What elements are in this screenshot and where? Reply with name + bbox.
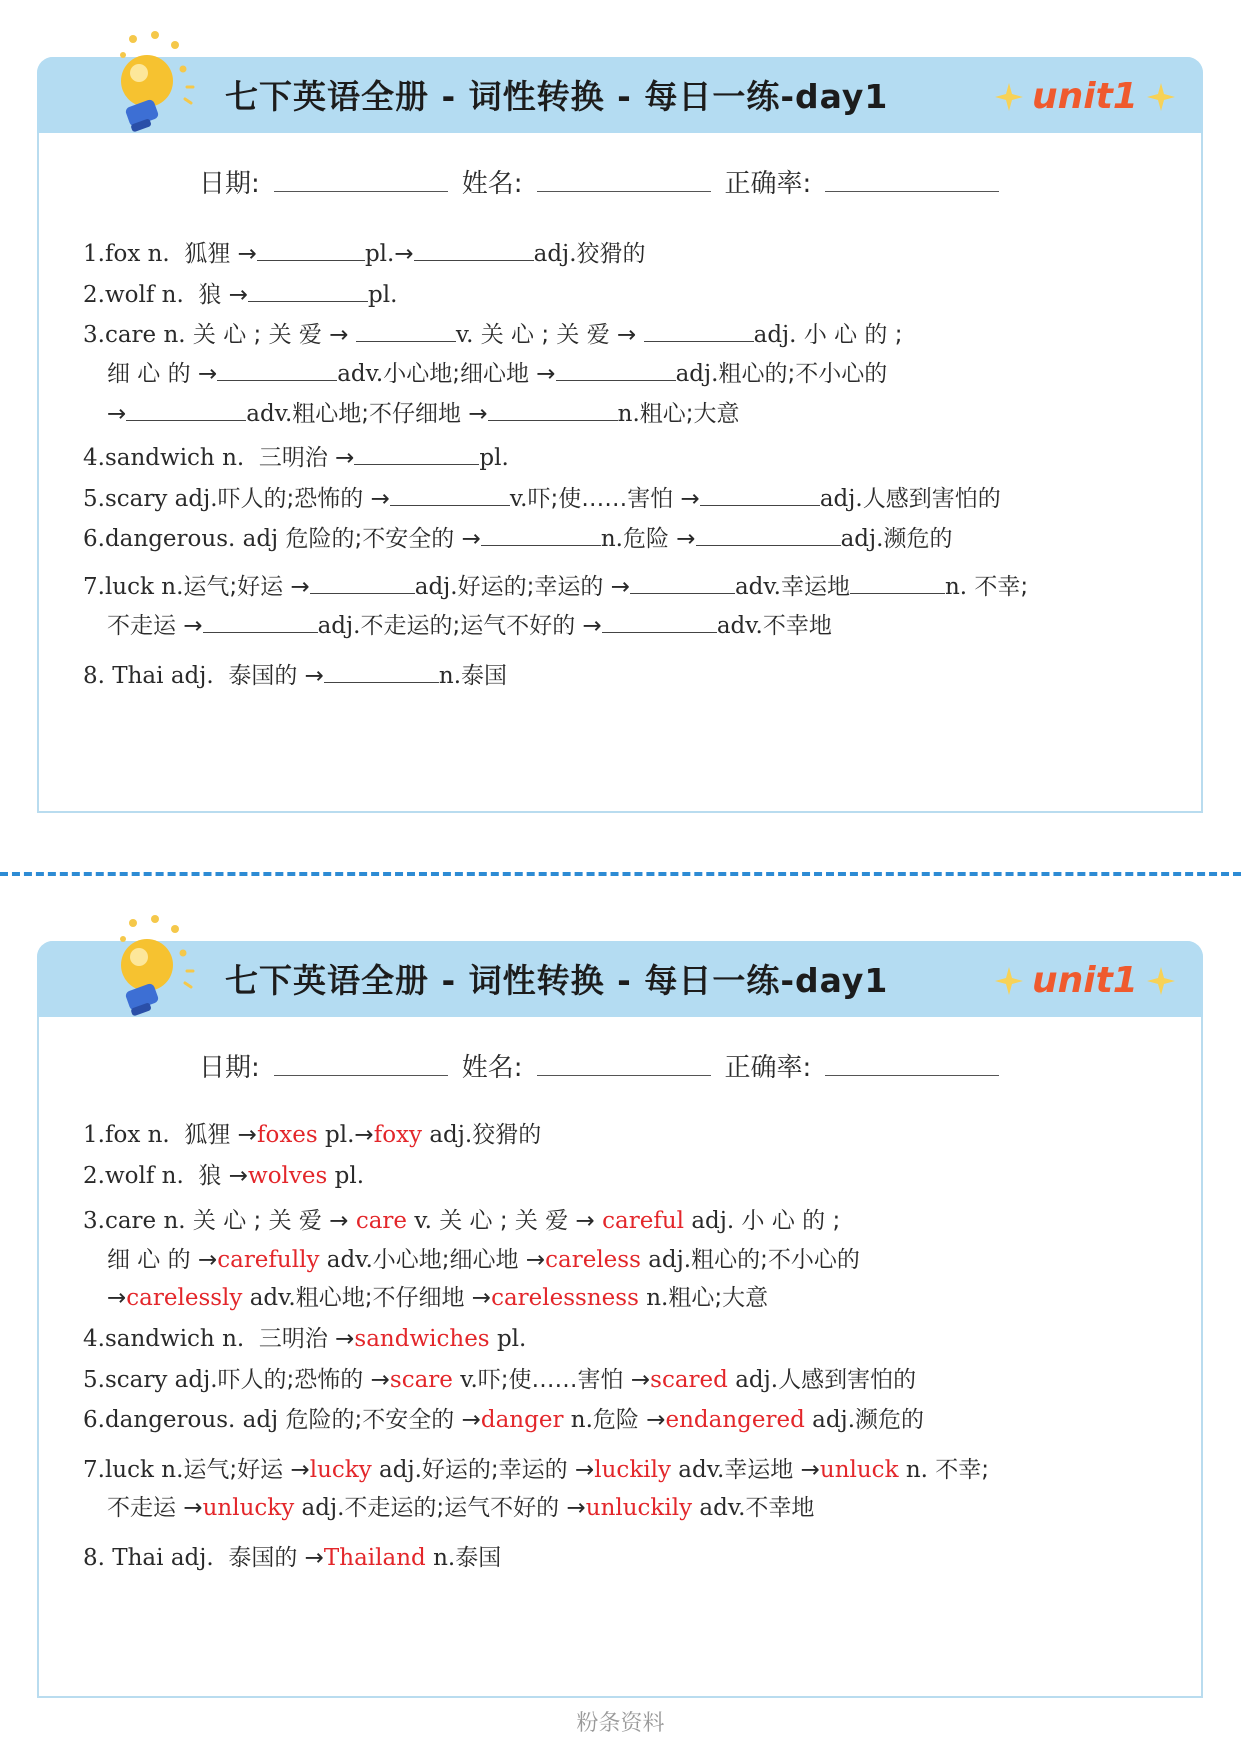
answer-text: scared [650, 1367, 728, 1393]
answer-text: scare [389, 1367, 453, 1393]
answer-blank[interactable] [126, 396, 246, 421]
sparkle-icon [1146, 966, 1176, 996]
cut-line-divider [0, 872, 1241, 876]
answer-blank[interactable] [414, 236, 534, 261]
question-3: 3.care n. 关 心 ; 关 爱 → v. 关 心 ; 关 爱 → adj. 小 心 的 ; [83, 317, 903, 350]
answer-1: 1.fox n. 狐狸 →foxes pl.→foxy adj.狡猾的 [83, 1122, 542, 1148]
answer-text: carelessness [491, 1285, 639, 1311]
answer-blank[interactable] [390, 481, 510, 506]
answer-blank[interactable] [248, 277, 368, 302]
answer-blank[interactable] [354, 440, 479, 465]
unit-badge [994, 73, 1176, 121]
answer-blank[interactable] [700, 481, 820, 506]
answer-blank[interactable] [356, 317, 456, 342]
date-field[interactable] [274, 1049, 448, 1076]
answer-blank[interactable] [696, 521, 841, 546]
name-label: 姓名: [461, 169, 523, 199]
answer-2: 2.wolf n. 狼 →wolves pl. [83, 1163, 365, 1189]
question-5: 5.scary adj.吓人的;恐怖的 → v.吓;使……害怕 → adj.人感到害怕的 [83, 481, 1001, 514]
answer-4: 4.sandwich n. 三明治 →sandwiches pl. [83, 1326, 527, 1352]
answer-text: carelessly [126, 1285, 243, 1311]
lightbulb-icon [87, 29, 197, 139]
answer-text: foxes [256, 1122, 318, 1148]
answer-blank[interactable] [324, 658, 439, 683]
accuracy-label: 正确率: [724, 1053, 812, 1083]
answer-text: careless [545, 1247, 641, 1273]
answer-blank[interactable] [481, 521, 601, 546]
question-2: 2.wolf n. 狼 → pl. [83, 277, 397, 310]
answer-blank[interactable] [203, 608, 318, 633]
unit-label: unit1 [1032, 960, 1138, 1001]
info-row [199, 1047, 1013, 1091]
answer-blank[interactable] [556, 356, 676, 381]
worksheet-title: 七下英语全册 - 词性转换 - 每日一练-day1 [225, 961, 889, 1000]
answer-text: unlucky [202, 1495, 295, 1521]
answer-blank[interactable] [850, 569, 945, 594]
answer-text: careful [602, 1208, 685, 1234]
question-8: 8. Thai adj. 泰国的 → n.泰国 [83, 658, 507, 691]
answer-3: 3.care n. 关 心 ; 关 爱 → care v. 关 心 ; 关 爱 → careful adj. 小 心 的 ; [83, 1208, 841, 1234]
answer-text: care [355, 1208, 408, 1234]
answer-text: unluck [819, 1457, 899, 1483]
accuracy-label: 正确率: [724, 169, 812, 199]
answer-blank[interactable] [630, 569, 735, 594]
answer-blank[interactable] [257, 236, 365, 261]
answer-text: danger [480, 1407, 564, 1433]
name-field[interactable] [537, 165, 711, 192]
answer-7: 7.luck n.运气;好运 →lucky adj.好运的;幸运的 →luckily adv.幸运地 →unluck n. 不幸; [83, 1457, 990, 1483]
answer-7-line-2: 不走运 →unlucky adj.不走运的;运气不好的 →unluckily adv.不幸地 [107, 1495, 815, 1521]
answer-text: endangered [665, 1407, 805, 1433]
answer-blank[interactable] [602, 608, 717, 633]
answer-5: 5.scary adj.吓人的;恐怖的 →scare v.吓;使……害怕 →scared adj.人感到害怕的 [83, 1367, 917, 1393]
name-field[interactable] [537, 1049, 711, 1076]
accuracy-field[interactable] [825, 165, 999, 192]
answer-8: 8. Thai adj. 泰国的 →Thailand n.泰国 [83, 1545, 502, 1571]
answer-blank[interactable] [217, 356, 337, 381]
answer-text: luckily [594, 1457, 671, 1483]
answer-text: sandwiches [354, 1326, 490, 1352]
worksheet-card [37, 57, 1203, 813]
name-label: 姓名: [461, 1053, 523, 1083]
answer-text: lucky [309, 1457, 372, 1483]
question-7: 7.luck n.运气;好运 → adj.好运的;幸运的 → adv.幸运地 n. 不幸; [83, 569, 1028, 602]
date-field[interactable] [274, 165, 448, 192]
answer-blank[interactable] [488, 396, 618, 421]
answer-text: wolves [248, 1163, 328, 1189]
accuracy-field[interactable] [825, 1049, 999, 1076]
answer-3-line-3: →carelessly adv.粗心地;不仔细地 →carelessness n.粗心;大意 [107, 1285, 769, 1311]
answer-3-line-2: 细 心 的 →carefully adv.小心地;细心地 →careless adj.粗心的;不小心的 [107, 1247, 860, 1273]
answer-text: Thailand [323, 1545, 426, 1571]
date-label: 日期: [199, 169, 260, 199]
sparkle-icon [994, 82, 1024, 112]
answer-text: unluckily [585, 1495, 693, 1521]
answer-blank[interactable] [644, 317, 754, 342]
footer-watermark: 粉条资料 [576, 1711, 665, 1736]
lightbulb-icon [87, 913, 197, 1023]
question-7-line-2: 不走运 → adj.不走运的;运气不好的 → adv.不幸地 [107, 608, 832, 641]
answer-key-card [37, 941, 1203, 1698]
worksheet-title: 七下英语全册 - 词性转换 - 每日一练-day1 [225, 77, 889, 116]
answer-text: foxy [373, 1122, 423, 1148]
answer-6: 6.dangerous. adj 危险的;不安全的 →danger n.危险 →endangered adj.濒危的 [83, 1407, 925, 1433]
sparkle-icon [994, 966, 1024, 996]
unit-label: unit1 [1032, 76, 1138, 117]
date-label: 日期: [199, 1053, 260, 1083]
unit-badge [994, 957, 1176, 1005]
question-3-line-3: → adv.粗心地;不仔细地 → n.粗心;大意 [107, 396, 740, 429]
question-3-line-2: 细 心 的 → adv.小心地;细心地 → adj.粗心的;不小心的 [107, 356, 887, 389]
answer-text: carefully [217, 1247, 320, 1273]
question-1: 1.fox n. 狐狸 → pl.→ adj.狡猾的 [83, 236, 646, 269]
question-4: 4.sandwich n. 三明治 → pl. [83, 440, 509, 473]
answer-blank[interactable] [310, 569, 415, 594]
info-row [199, 163, 1013, 207]
sparkle-icon [1146, 82, 1176, 112]
question-6: 6.dangerous. adj 危险的;不安全的 → n.危险 → adj.濒危的 [83, 521, 952, 554]
